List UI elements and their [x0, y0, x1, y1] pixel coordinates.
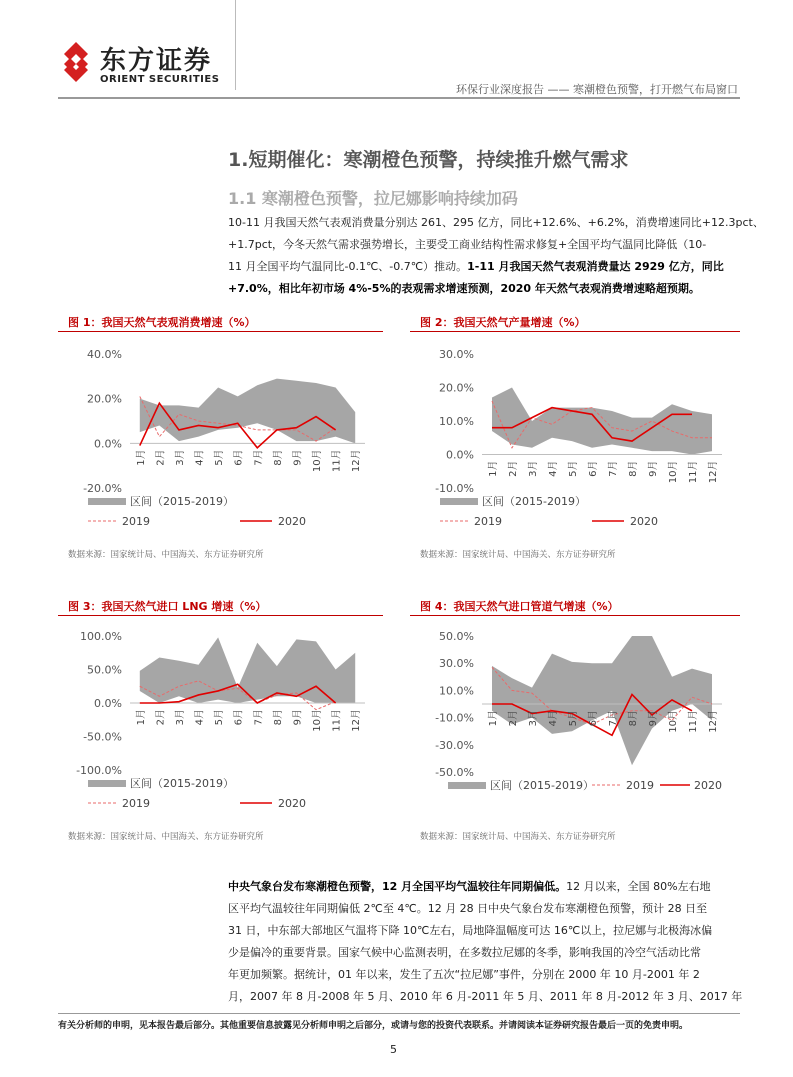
y-tick-label: 30.0%	[439, 348, 474, 361]
x-tick-label: 2月	[508, 460, 519, 477]
y-tick-label: 0.0%	[446, 448, 474, 462]
para2-line3: 31 日，中东部大部地区气温将下降 10℃左右，局地降温幅度可达 16℃以上，拉尼娜与北极海冰偏	[228, 924, 713, 937]
x-tick-label: 3月	[528, 710, 539, 727]
x-tick-label: 7月	[608, 710, 619, 727]
y-tick-label: 30.0%	[439, 657, 474, 671]
legend-2020-label: 2020	[630, 515, 658, 528]
figure-4-source: 数据来源：国家统计局、中国海关、东方证券研究所	[420, 832, 616, 842]
page-number: 5	[390, 1043, 397, 1056]
legend-range-swatch	[440, 498, 478, 505]
y-tick-label: -20.0%	[83, 482, 122, 495]
legend-range-swatch	[88, 780, 126, 787]
legend-2020-label: 2020	[694, 779, 722, 792]
x-tick-label: 1月	[488, 460, 499, 477]
y-tick-label: 20.0%	[87, 392, 122, 406]
para2-bold: 中央气象台发布寒潮橙色预警，12 月全国平均气温较往年同期偏低。	[228, 880, 567, 893]
para1-line2: +1.7pct，今冬天然气需求强势增长，主要受工商业结构性需求修复+全国平均气温同比降低（10-	[228, 238, 707, 251]
y-tick-label: 100.0%	[80, 630, 122, 643]
para1-line4-bold: +7.0%，相比年初市场 4%-5%的表观需求增速预测，2020 年天然气表观消费增速略超预期。	[228, 282, 700, 295]
x-tick-label: 4月	[548, 710, 559, 727]
legend-2019-label: 2019	[122, 797, 150, 810]
legend-2020-label: 2020	[278, 797, 306, 810]
x-tick-label: 4月	[548, 460, 559, 477]
x-tick-label: 12月	[708, 460, 719, 484]
y-tick-label: -50.0%	[83, 730, 122, 744]
figure-2-source: 数据来源：国家统计局、中国海关、东方证券研究所	[420, 550, 616, 560]
y-tick-label: -100.0%	[76, 764, 122, 777]
logo-text-en: ORIENT SECURITIES	[100, 74, 220, 85]
y-tick-label: 0.0%	[94, 697, 122, 710]
x-tick-label: 11月	[331, 449, 343, 473]
y-tick-label: -10.0%	[435, 482, 474, 495]
x-tick-label: 10月	[668, 710, 679, 733]
x-tick-label: 4月	[194, 709, 206, 726]
y-tick-label: -50.0%	[435, 766, 474, 779]
para1-line3	[228, 256, 748, 278]
x-tick-label: 12月	[351, 449, 363, 473]
x-tick-label: 1月	[488, 710, 499, 727]
x-tick-label: 3月	[174, 449, 186, 466]
x-tick-label: 8月	[272, 449, 284, 466]
figure-2-title: 图 2：我国天然气产量增速（%）	[420, 316, 586, 329]
x-tick-label: 5月	[568, 710, 579, 727]
x-tick-label: 5月	[214, 449, 226, 466]
company-logo-icon	[58, 40, 94, 84]
figure-2-chart	[410, 338, 740, 538]
legend-range-swatch	[88, 498, 126, 505]
legend-2019-label: 2019	[474, 515, 502, 528]
para2-line1	[228, 876, 748, 898]
y-tick-label: -10.0%	[435, 711, 474, 725]
x-tick-label: 11月	[331, 709, 343, 732]
figure-3-rule	[58, 615, 383, 616]
x-tick-label: 7月	[253, 449, 265, 466]
x-tick-label: 8月	[272, 709, 284, 726]
y-tick-label: 10.0%	[439, 684, 474, 698]
x-tick-label: 8月	[628, 460, 639, 477]
x-tick-label: 8月	[628, 710, 639, 727]
header-rule	[58, 97, 740, 99]
report-title: 环保行业深度报告 —— 寒潮橙色预警，打开燃气布局窗口	[456, 83, 738, 96]
legend-range-label: 区间（2015-2019）	[130, 495, 234, 508]
subsection-heading: 1.1 寒潮橙色预警，拉尼娜影响持续加码	[228, 189, 518, 208]
para1-line4	[228, 278, 748, 300]
x-tick-label: 1月	[135, 449, 147, 466]
para2-line6: 月，2007 年 8 月-2008 年 5 月、2010 年 6 月-2011 年 5 月、2011 年 8 月-2012 年 3 月、2017 年	[228, 990, 743, 1003]
para2-line2: 区平均气温较往年同期偏低 2℃至 4℃。12 月 28 日中央气象台发布寒潮橙色预警，预计 28 日至	[228, 902, 708, 915]
figure-1-source: 数据来源：国家统计局、中国海关、东方证券研究所	[68, 550, 264, 560]
figure-1-title: 图 1：我国天然气表观消费增速（%）	[68, 316, 256, 329]
para1-line3-normal: 11 月全国平均气温同比-0.1℃、-0.7℃）推动。	[228, 260, 468, 273]
footer-disclaimer: 有关分析师的申明，见本报告最后部分。其他重要信息披露见分析师申明之后部分，或请与您的投资代表联系。并请阅读本证券研究报告最后一页的免责申明。	[58, 1021, 689, 1031]
legend-2019-label: 2019	[626, 779, 654, 792]
figure-3-chart	[58, 620, 383, 820]
body-paragraph	[228, 876, 748, 1008]
legend-range-label: 区间（2015-2019）	[130, 777, 234, 790]
x-tick-label: 2月	[508, 710, 519, 727]
figure-4-chart	[410, 620, 740, 820]
para1-line3-bold: 1-11 月我国天然气表观消费量达 2929 亿方，同比	[467, 260, 724, 273]
y-tick-label: 50.0%	[439, 630, 474, 643]
legend-range-label: 区间（2015-2019）	[482, 495, 586, 508]
x-tick-label: 2月	[155, 449, 167, 466]
figure-3-title: 图 3：我国天然气进口 LNG 增速（%）	[68, 600, 267, 613]
x-tick-label: 7月	[608, 460, 619, 477]
para2-line4: 少是偏冷的重要背景。国家气候中心监测表明，在多数拉尼娜的冬季，影响我国的冷空气活动比常	[228, 946, 701, 959]
x-tick-label: 9月	[292, 449, 304, 466]
x-tick-label: 6月	[233, 709, 245, 726]
intro-paragraph	[228, 212, 764, 300]
para2-line5: 年更加频繁。据统计，01 年以来，发生了五次“拉尼娜”事件，分别在 2000 年 10 月-2001 年 2	[228, 968, 700, 981]
x-tick-label: 1月	[135, 709, 147, 726]
y-tick-label: 50.0%	[87, 663, 122, 677]
figure-1-chart	[58, 338, 383, 538]
header-divider	[235, 0, 236, 90]
figure-3-source: 数据来源：国家统计局、中国海关、东方证券研究所	[68, 832, 264, 842]
logo-text-cn: 东方证券	[100, 46, 213, 76]
figure-4-rule	[410, 615, 740, 616]
y-tick-label: 10.0%	[439, 415, 474, 428]
x-tick-label: 9月	[648, 710, 659, 727]
legend-range-swatch	[448, 782, 486, 789]
figure-2-rule	[410, 331, 740, 332]
x-tick-label: 10月	[668, 460, 679, 484]
footer-rule	[58, 1013, 740, 1014]
x-tick-label: 3月	[174, 709, 186, 726]
x-tick-label: 6月	[588, 710, 599, 727]
legend-2020-label: 2020	[278, 515, 306, 528]
y-tick-label: 40.0%	[87, 348, 122, 361]
x-tick-label: 6月	[233, 449, 245, 466]
x-tick-label: 6月	[588, 460, 599, 477]
para1-line1: 10-11 月我国天然气表观消费量分别达 261、295 亿方，同比+12.6%、+6.2%，消费增速同比+12.3pct、	[228, 216, 764, 229]
x-tick-label: 12月	[708, 710, 719, 733]
y-tick-label: 0.0%	[94, 437, 122, 451]
figure-1-rule	[58, 331, 383, 332]
legend-2019-label: 2019	[122, 515, 150, 528]
x-tick-label: 5月	[214, 709, 226, 726]
y-tick-label: -30.0%	[435, 738, 474, 752]
range-band	[492, 636, 712, 765]
range-band	[140, 379, 355, 444]
x-tick-label: 11月	[688, 710, 699, 733]
legend-range-label: 区间（2015-2019）	[490, 779, 594, 792]
x-tick-label: 11月	[688, 460, 699, 484]
x-tick-label: 9月	[292, 709, 304, 726]
x-tick-label: 10月	[312, 709, 324, 732]
y-tick-label: 20.0%	[439, 381, 474, 395]
x-tick-label: 12月	[351, 709, 363, 732]
x-tick-label: 4月	[194, 449, 206, 466]
x-tick-label: 9月	[648, 460, 659, 477]
para2-line1-rest: 12 月以来，全国 80%左右地	[566, 880, 711, 893]
x-tick-label: 5月	[568, 460, 579, 477]
section-heading: 1.短期催化：寒潮橙色预警，持续推升燃气需求	[228, 149, 629, 171]
figure-4-title: 图 4：我国天然气进口管道气增速（%）	[420, 600, 619, 613]
x-tick-label: 10月	[312, 449, 324, 473]
x-tick-label: 2月	[155, 709, 167, 726]
x-tick-label: 7月	[253, 709, 265, 726]
x-tick-label: 3月	[528, 460, 539, 477]
